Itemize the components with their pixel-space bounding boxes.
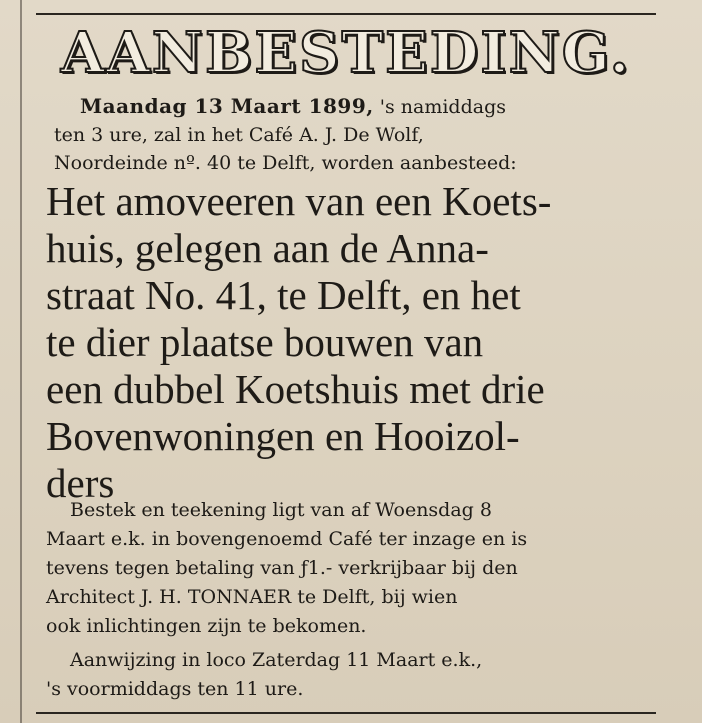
intro-line-3: Noordeinde nº. 40 te Delft, worden aanbesteed: (54, 152, 517, 174)
details-line: Architect J. H. TONNAER te Delft, bij wien (46, 586, 458, 608)
intro-line-1 (54, 92, 654, 121)
notice-line: Aanwijzing in loco Zaterdag 11 Maart e.k., (70, 649, 483, 671)
main-line: Het amoveeren van een Koets- (46, 178, 552, 224)
intro-time-of-day: 's namiddags (379, 96, 507, 118)
inspection-notice (46, 646, 656, 704)
main-announcement (46, 178, 656, 507)
main-line: een dubbel Koetshuis met drie (46, 366, 545, 412)
intro-line-2: ten 3 ure, zal in het Café A. J. De Wolf, (54, 124, 424, 146)
main-line: huis, gelegen aan de Anna- (46, 225, 489, 271)
main-line: ders (46, 460, 115, 506)
details-line: Bestek en teekening ligt van af Woensdag 8 (70, 499, 492, 521)
details-line: tevens tegen betaling van ƒ1.- verkrijbaar bij den (46, 557, 518, 579)
column-edge-line (20, 0, 22, 723)
bottom-rule (36, 712, 656, 714)
details-paragraph (46, 496, 656, 641)
main-line: te dier plaatse bouwen van (46, 319, 484, 365)
main-line: straat No. 41, te Delft, en het (46, 272, 521, 318)
main-line: Bovenwoningen en Hooizol- (46, 413, 520, 459)
top-rule (36, 13, 656, 15)
notice-line: 's voormiddags ten 11 ure. (46, 678, 304, 700)
headline: AANBESTEDING. (60, 20, 632, 86)
details-line: Maart e.k. in bovengenoemd Café ter inzage en is (46, 528, 528, 550)
details-line: ook inlichtingen zijn te bekomen. (46, 615, 367, 637)
intro-paragraph (54, 92, 654, 177)
intro-date: Maandag 13 Maart 1899, (80, 94, 374, 118)
